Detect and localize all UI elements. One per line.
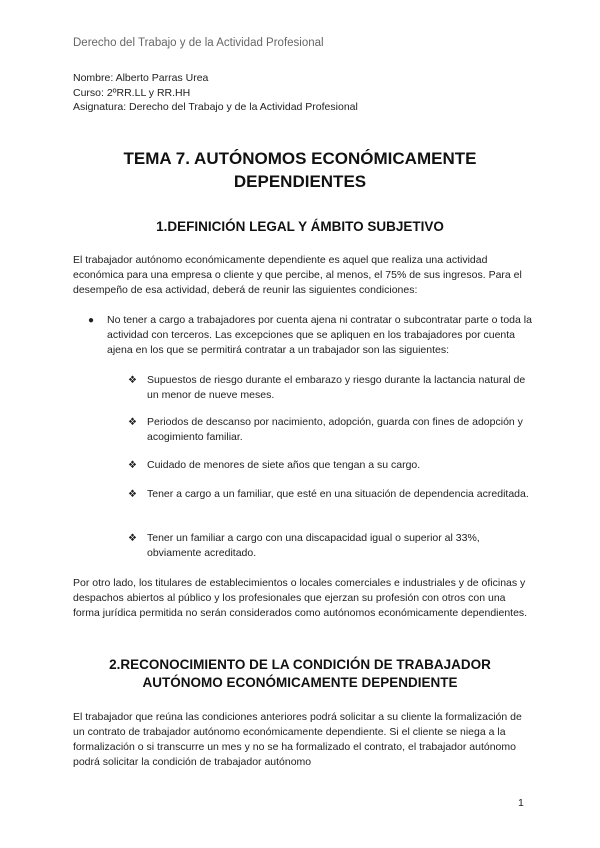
student-info [73, 71, 358, 115]
course: Curso: 2ºRR.LL y RR.HH [73, 86, 191, 99]
sub-item: Tener un familiar a cargo con una discapacidad igual o superior al 33%, obviamente acreditado. [147, 532, 480, 559]
sub-item: Cuidado de menores de siete años que tengan a su cargo. [147, 459, 421, 471]
section-1-intro: El trabajador autónomo económicamente dependiente es aquel que realiza una actividad económica para una empresa o cliente y que percibe, al menos, el 75% de sus ingresos. Para el desempeño de esa actividad, deberá de reunir las siguientes condiciones: [73, 254, 522, 296]
sub-item: Supuestos de riesgo durante el embarazo y riesgo durante la lactancia natural de un menor de nueve meses. [147, 374, 526, 401]
section-1-heading: 1.DEFINICIÓN LEGAL Y ÁMBITO SUBJETIVO [156, 219, 444, 234]
bullet-icon: ● [88, 315, 95, 326]
diamond-bullet-icon: ❖ [128, 489, 137, 500]
diamond-bullet-icon: ❖ [128, 533, 137, 544]
student-name: Nombre: Alberto Parras Urea [73, 72, 209, 84]
section-2-heading-line-1: 2.RECONOCIMIENTO DE LA CONDICIÓN DE TRABAJADOR [109, 657, 491, 672]
sub-item: Tener a cargo a un familiar, que esté en una situación de dependencia acreditada. [147, 488, 529, 500]
diamond-bullet-icon: ❖ [128, 417, 137, 428]
bullet-item: No tener a cargo a trabajadores por cuenta ajena ni contratar o subcontratar parte o toda la actividad con terceros. Las excepciones que se apliquen en los trabajadores por cuenta ajena en los que se permitirá contratar a un trabajador son las siguientes: [107, 314, 532, 356]
section-2-text: El trabajador que reúna las condiciones anteriores podrá solicitar a su cliente la formalización de un contrato de trabajador autónomo económicamente dependiente. Si el cliente se niega a la formalización o si transcurre un mes y no se ha formalizado el contrato, el trabajador autónomo podrá solicitar la condición de trabajador autónomo [73, 711, 522, 768]
page-number: 1 [518, 797, 524, 809]
page-title [0, 147, 600, 193]
diamond-bullet-icon: ❖ [128, 375, 137, 386]
section-2-heading-line-2: AUTÓNOMO ECONÓMICAMENTE DEPENDIENTE [142, 675, 458, 690]
title-line-1: TEMA 7. AUTÓNOMOS ECONÓMICAMENTE [123, 149, 477, 168]
sub-item: Periodos de descanso por nacimiento, adopción, guarda con fines de adopción y acogimiento familiar. [147, 416, 523, 443]
subject: Asignatura: Derecho del Trabajo y de la Actividad Profesional [73, 101, 358, 113]
section-1-closing: Por otro lado, los titulares de establecimientos o locales comerciales e industriales y de oficinas y despachos abiertos al público y los profesionales que ejerzan su profesión con otros con una forma jurídica permitida no serán considerados como autónomos económicamente dependientes. [73, 577, 528, 619]
section-2-heading [60, 656, 540, 692]
diamond-bullet-icon: ❖ [128, 460, 137, 471]
running-header: Derecho del Trabajo y de la Actividad Profesional [73, 37, 324, 49]
title-line-2: DEPENDIENTES [233, 172, 367, 191]
